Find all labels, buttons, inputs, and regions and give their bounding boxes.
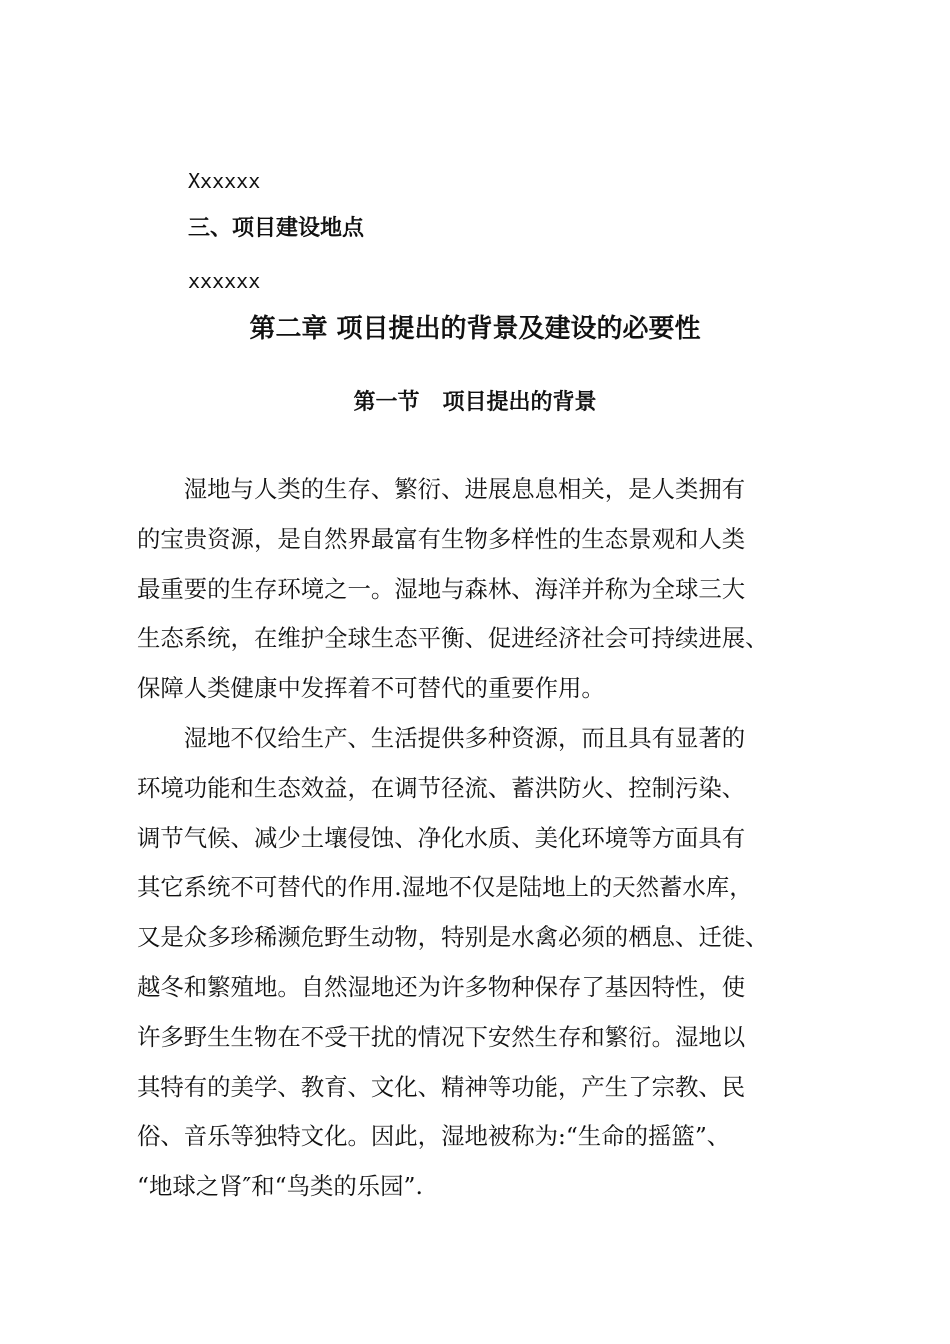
chapter-title: 第二章 项目提出的背景及建设的必要性	[249, 314, 701, 344]
paragraph-line: 其它系统不可替代的作用.湿地不仅是陆地上的天然蓄水库，	[137, 873, 753, 902]
body-paragraph	[137, 465, 857, 714]
paragraph-line: 的宝贵资源，是自然界最富有生物多样性的生态景观和人类	[137, 524, 746, 553]
paragraph-line: 湿地与人类的生存、繁衍、进展息息相关，是人类拥有	[137, 475, 746, 503]
paragraph-line: 许多野生生物在不受干扰的情况下安然生存和繁衍。湿地以	[137, 1022, 746, 1051]
paragraph-line: 生态系统，在维护全球生态平衡、促进经济社会可持续进展、	[137, 624, 769, 653]
project-location-heading: 三、项目建设地点	[188, 216, 365, 241]
paragraph-line: 湿地不仅给生产、生活提供多种资源，而且具有显著的	[137, 724, 746, 752]
paragraph-line: 最重要的生存环境之一。湿地与森林、海洋并称为全球三大	[137, 574, 746, 603]
paragraph-line: 俗、音乐等独特文化。因此，湿地被称为:“生命的摇篮”、	[137, 1122, 731, 1151]
paragraph-line: 保障人类健康中发挥着不可替代的重要作用。	[137, 674, 605, 703]
placeholder-text-line: Xxxxxx	[188, 169, 261, 193]
paragraph-line: 环境功能和生态效益，在调节径流、蓄洪防火、控制污染、	[137, 773, 746, 802]
paragraph-line: 又是众多珍稀濒危野生动物，特别是水禽必须的栖息、迁徙、	[137, 923, 769, 952]
section-title: 第一节 项目提出的背景	[353, 390, 597, 415]
paragraph-line: 其特有的美学、教育、文化、精神等功能，产生了宗教、民	[137, 1072, 746, 1101]
placeholder-text-line: xxxxxx	[188, 269, 261, 293]
body-paragraph	[137, 714, 857, 1212]
paragraph-line: “地球之肾″和“鸟类的乐园”.	[137, 1172, 423, 1201]
paragraph-line: 调节气候、减少土壤侵蚀、净化水质、美化环境等方面具有	[137, 823, 746, 852]
paragraph-line: 越冬和繁殖地。自然湿地还为许多物种保存了基因特性，使	[137, 972, 746, 1001]
